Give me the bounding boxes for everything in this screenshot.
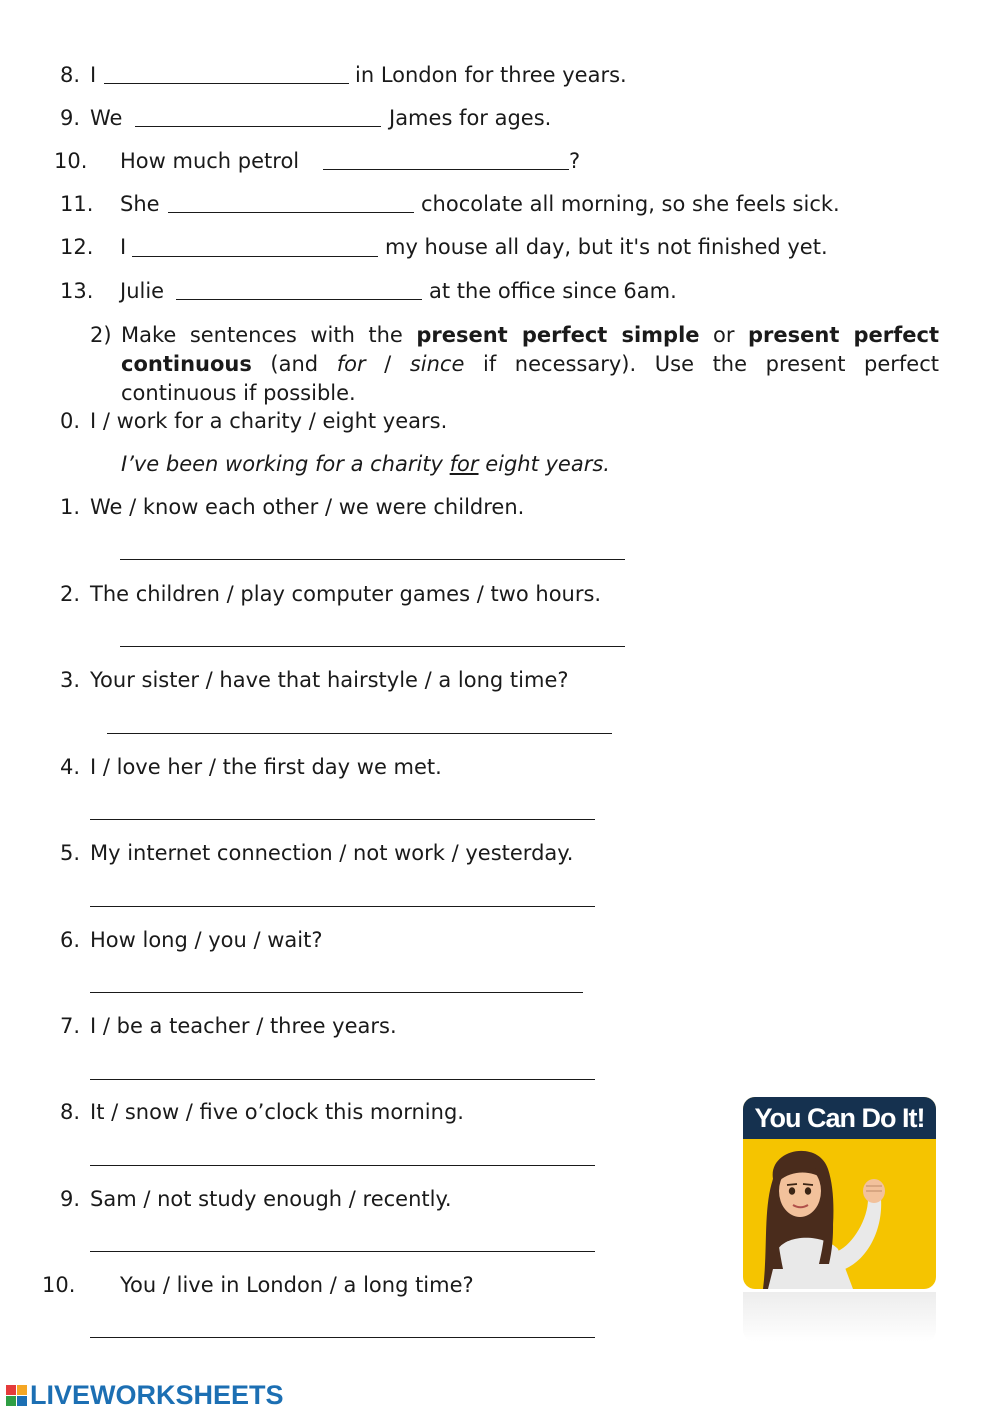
answer-input[interactable] bbox=[90, 1251, 595, 1252]
item-number: 4. bbox=[60, 755, 81, 779]
blank-input[interactable] bbox=[132, 256, 378, 257]
brand-name: LIVEWORKSHEETS bbox=[30, 1379, 284, 1410]
instruction-bold-1: present perfect simple bbox=[416, 323, 700, 347]
item-prompt: The children / play computer games / two hours. bbox=[90, 582, 602, 606]
answer-input[interactable] bbox=[120, 646, 625, 647]
liveworksheets-logo[interactable] bbox=[6, 1380, 284, 1410]
answer-input[interactable] bbox=[90, 819, 595, 820]
answer-input[interactable] bbox=[120, 559, 625, 560]
item-prompt: My internet connection / not work / yesterday. bbox=[90, 841, 574, 865]
item-number: 6. bbox=[60, 928, 81, 952]
item-number: 5. bbox=[60, 841, 81, 865]
you-can-do-it-sticker bbox=[743, 1097, 936, 1289]
item-prompt: I / be a teacher / three years. bbox=[90, 1014, 397, 1038]
instruction-text-1: Make sentences with the bbox=[121, 323, 417, 347]
example-prompt: I / work for a charity / eight years. bbox=[90, 409, 448, 433]
answer-input[interactable] bbox=[90, 1165, 595, 1166]
instruction-text-2: or bbox=[699, 323, 748, 347]
item-text-after: James for ages. bbox=[389, 106, 552, 130]
answer-input[interactable] bbox=[90, 906, 595, 907]
item-number: 10. bbox=[54, 149, 88, 173]
example-answer-underlined: for bbox=[449, 452, 479, 476]
logo-blocks-icon bbox=[6, 1385, 27, 1406]
item-text-before: We bbox=[90, 106, 123, 130]
item-number: 9. bbox=[60, 106, 81, 130]
item-number: 13. bbox=[60, 279, 94, 303]
instruction-bold-2: present perfect continuous bbox=[121, 323, 939, 376]
item-number: 9. bbox=[60, 1187, 81, 1211]
instruction-text-4: / bbox=[365, 352, 410, 376]
answer-input[interactable] bbox=[90, 1337, 595, 1338]
instruction-2 bbox=[90, 321, 939, 408]
item-number: 0. bbox=[60, 409, 81, 433]
item-number: 2. bbox=[60, 582, 81, 606]
item-text-after: ? bbox=[569, 149, 581, 173]
item-text-after: my house all day, but it's not finished yet. bbox=[385, 235, 828, 259]
item-text-before: I bbox=[90, 63, 97, 87]
item-prompt: How long / you / wait? bbox=[90, 928, 323, 952]
item-text-before: I bbox=[120, 235, 127, 259]
item-prompt: It / snow / five o’clock this morning. bbox=[90, 1100, 464, 1124]
blank-input[interactable] bbox=[323, 169, 569, 170]
instruction-number: 2) bbox=[90, 323, 112, 347]
item-text-before: How much petrol bbox=[120, 149, 300, 173]
item-prompt: Your sister / have that hairstyle / a long time? bbox=[90, 668, 569, 692]
item-prompt: We / know each other / we were children. bbox=[90, 495, 525, 519]
item-text-before: She bbox=[120, 192, 160, 216]
item-number: 10. bbox=[42, 1273, 76, 1297]
item-number: 8. bbox=[60, 63, 81, 87]
item-number: 3. bbox=[60, 668, 81, 692]
item-number: 12. bbox=[60, 235, 94, 259]
example-answer bbox=[121, 451, 610, 477]
item-prompt: You / live in London / a long time? bbox=[120, 1273, 474, 1297]
example-answer-after: eight years. bbox=[478, 452, 610, 476]
answer-input[interactable] bbox=[90, 1079, 595, 1080]
item-text-after: at the office since 6am. bbox=[429, 279, 677, 303]
item-prompt: I / love her / the first day we met. bbox=[90, 755, 442, 779]
item-number: 11. bbox=[60, 192, 94, 216]
blank-input[interactable] bbox=[168, 212, 414, 213]
item-prompt: Sam / not study enough / recently. bbox=[90, 1187, 452, 1211]
item-text-after: chocolate all morning, so she feels sick. bbox=[421, 192, 840, 216]
item-number: 8. bbox=[60, 1100, 81, 1124]
answer-input[interactable] bbox=[90, 992, 583, 993]
blank-input[interactable] bbox=[135, 126, 381, 127]
instruction-text-3: (and bbox=[251, 352, 337, 376]
instruction-italic-since: since bbox=[409, 352, 465, 376]
blank-input[interactable] bbox=[176, 299, 422, 300]
item-text-after: in London for three years. bbox=[355, 63, 627, 87]
answer-input[interactable] bbox=[107, 733, 612, 734]
sticker-banner: You Can Do It! bbox=[743, 1097, 936, 1139]
cartoon-girl-icon bbox=[743, 1139, 936, 1289]
example-answer-before: I’ve been working for a charity bbox=[121, 452, 450, 476]
item-text-before: Julie bbox=[120, 279, 165, 303]
instruction-italic-for: for bbox=[336, 352, 366, 376]
item-number: 7. bbox=[60, 1014, 81, 1038]
item-number: 1. bbox=[60, 495, 81, 519]
instruction-text-5: if necessary). Use the present perfect continuous if possible. bbox=[121, 352, 939, 405]
sticker-reflection bbox=[743, 1292, 936, 1342]
blank-input[interactable] bbox=[104, 83, 349, 84]
